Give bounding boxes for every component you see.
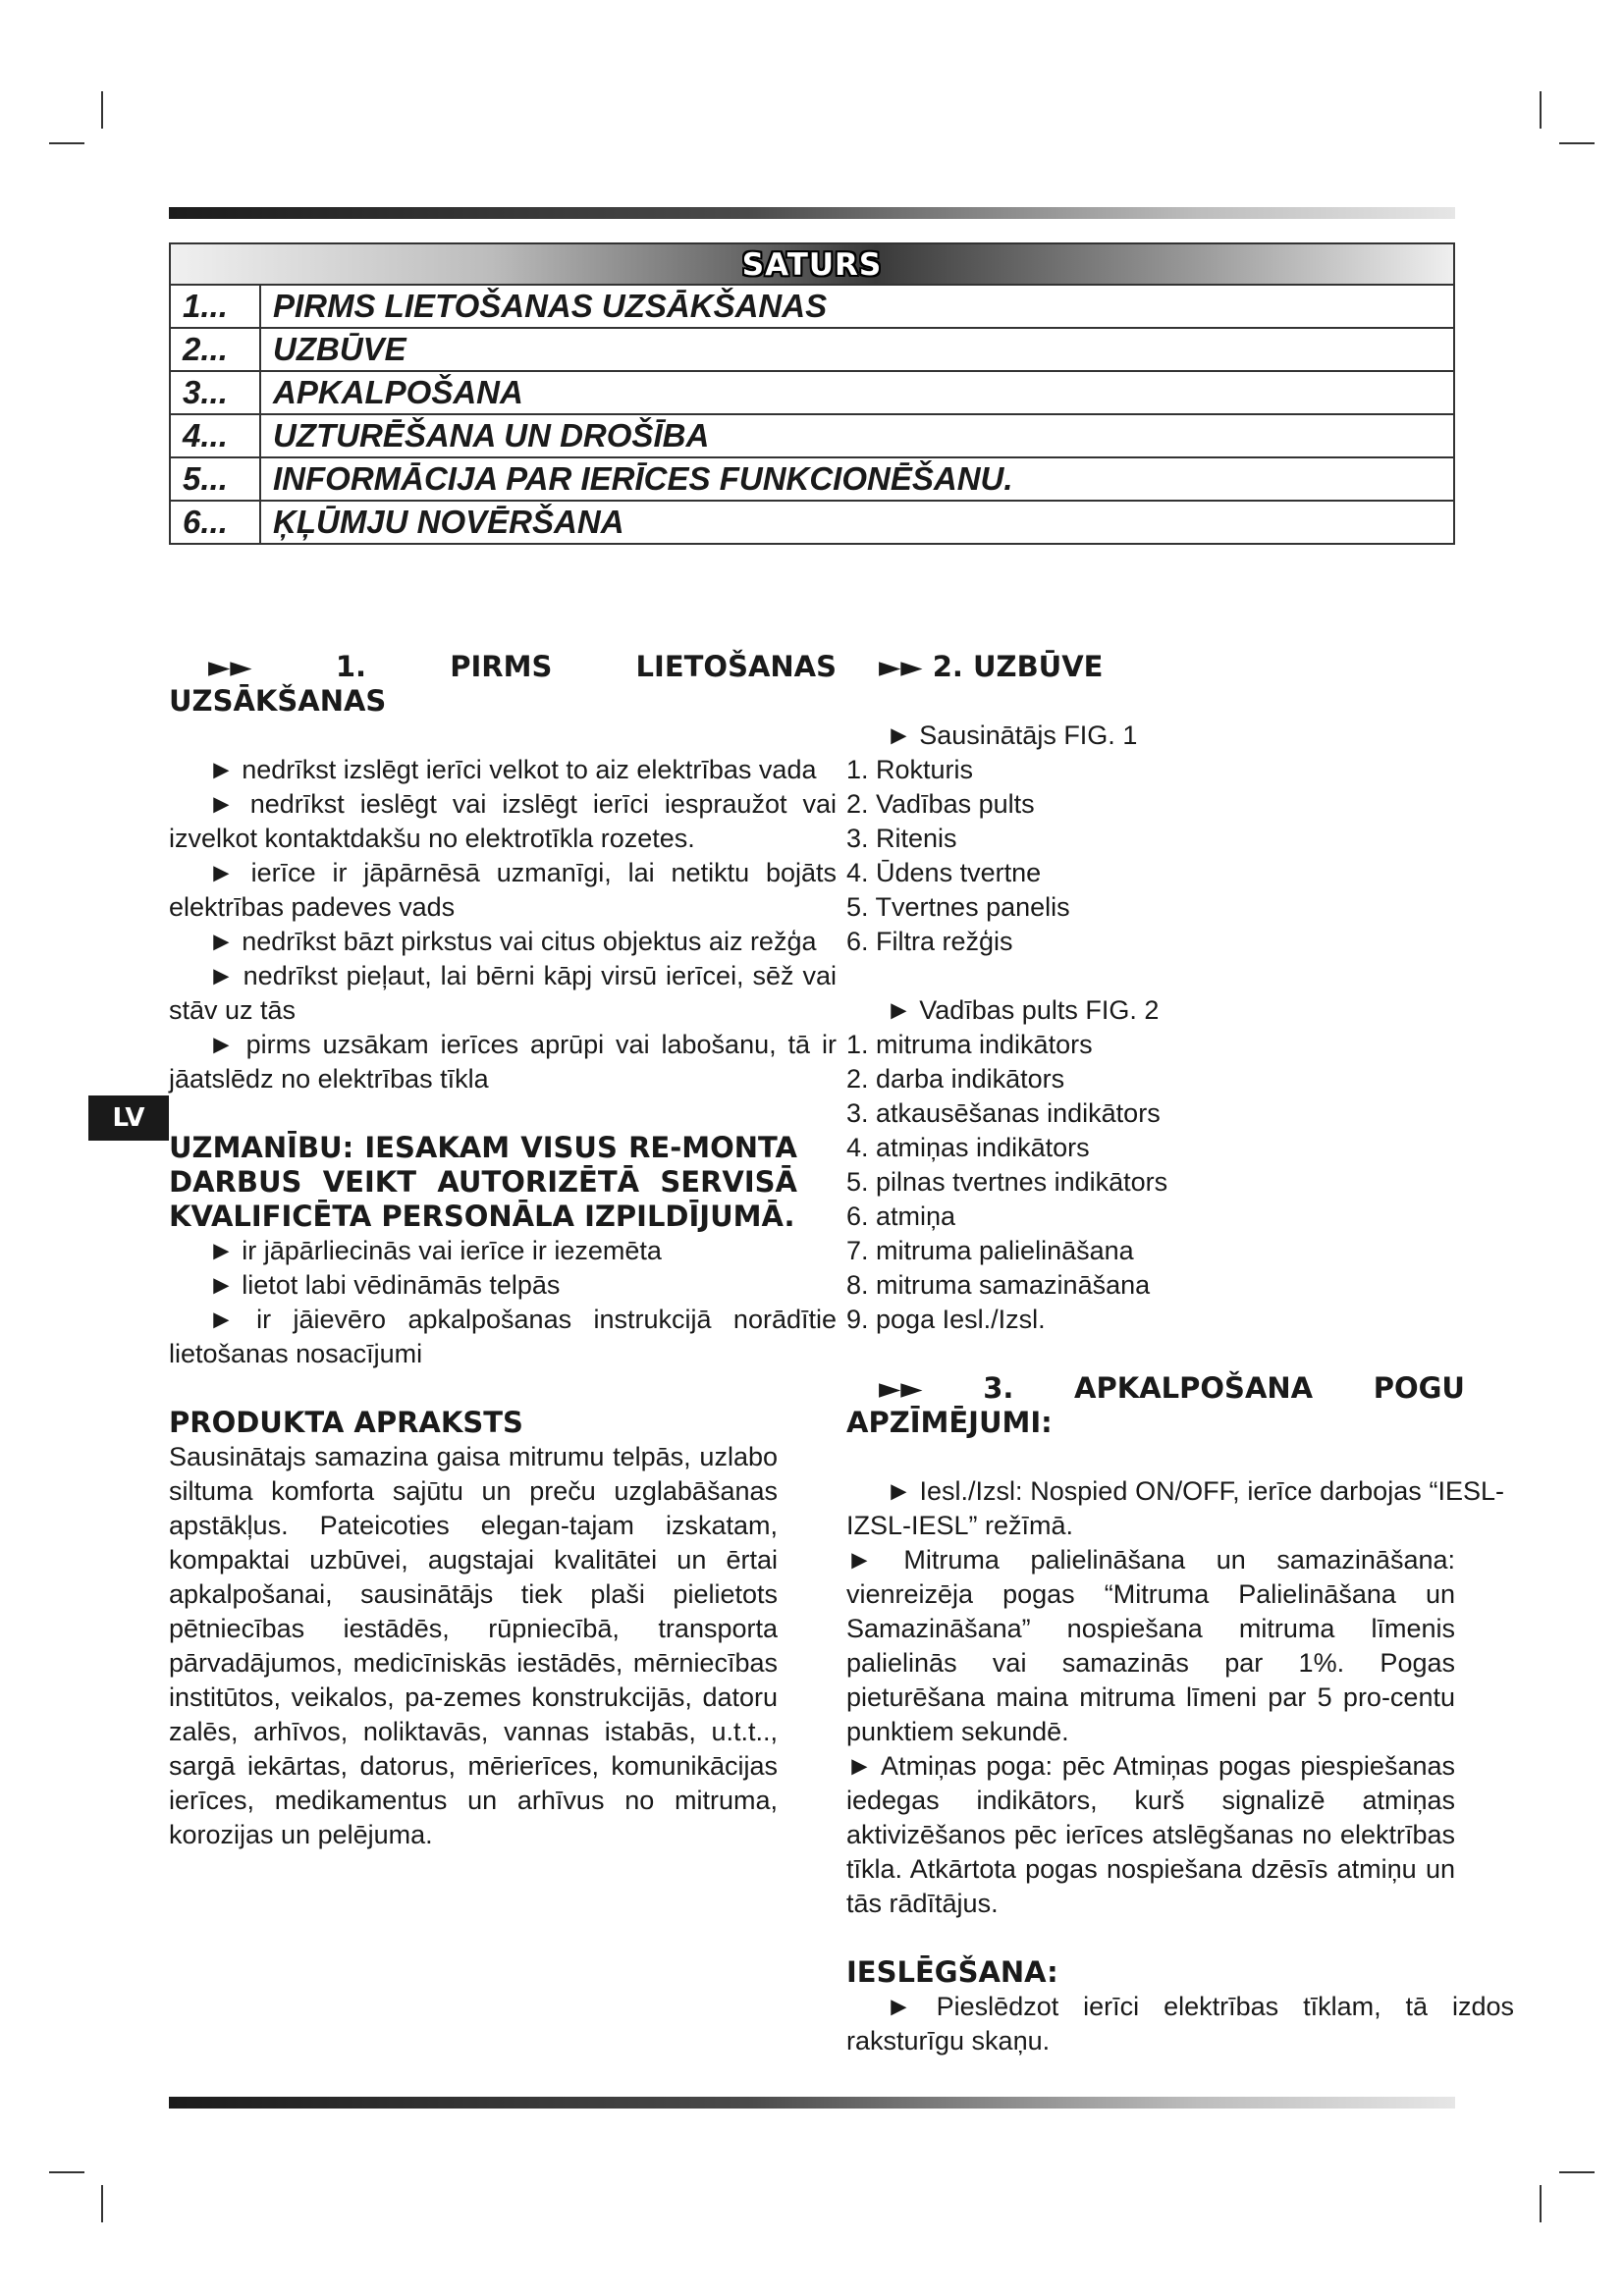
section-heading-3: ►► 3. APKALPOŠANA POGU APZĪMĒJUMI:	[846, 1371, 1465, 1439]
toc-row-label: UZBŪVE	[260, 328, 1454, 371]
toc-row-label: INFORMĀCIJA PAR IERĪCES FUNKCIONĒŠANU.	[260, 457, 1454, 501]
toc-row-number: 4...	[170, 414, 260, 457]
list-item: 2. Vadības pults	[846, 789, 1035, 819]
toc-row	[170, 457, 1454, 501]
paragraph: ► Pieslēdzot ierīci elektrības tīklam, tā izdos raksturīgu skaņu.	[846, 1992, 1514, 2056]
list-item: 3. Ritenis	[846, 824, 957, 853]
crop-mark-top-left-h	[49, 142, 84, 144]
paragraph: ► Atmiņas poga: pēc Atmiņas pogas piespiešanas iedegas indikātors, kurš signalizē atmiņas aktivizēšanos pēc ierīces atslēgšanas no elektrības tīkla. Atkārtota pogas nospiešana dzēsīs atmiņu un tās rādītājus.	[846, 1751, 1455, 1918]
warning-notice: UZMANĪBU: IESAKAM VISUS RE-MONTA DARBUS VEIKT AUTORIZĒTĀ SERVISĀ KVALIFICĒTA PERSONĀLA IZPILDĪJUMĀ.	[169, 1131, 797, 1233]
left-column	[169, 650, 837, 1852]
toc-row-number: 2...	[170, 328, 260, 371]
crop-mark-top-right-h	[1559, 142, 1595, 144]
crop-mark-bottom-right-h	[1559, 2171, 1595, 2173]
section-heading-1: ►► 1. PIRMS LIETOŠANAS UZSĀKŠANAS	[169, 650, 837, 718]
crop-mark-bottom-left-h	[49, 2171, 84, 2173]
section-heading-4: IESLĒGŠANA:	[846, 1955, 1058, 1989]
toc-row-label: UZTURĒŠANA UN DROŠĪBA	[260, 414, 1454, 457]
list-item: 4. atmiņas indikātors	[846, 1133, 1090, 1162]
toc-row-number: 3...	[170, 371, 260, 414]
toc-row	[170, 328, 1454, 371]
bottom-gradient-rule	[169, 2097, 1455, 2109]
list-item: 1. mitruma indikātors	[846, 1030, 1093, 1059]
list-item: 3. atkausēšanas indikātors	[846, 1098, 1161, 1128]
crop-mark-top-right-v	[1540, 91, 1542, 129]
toc-header	[170, 243, 1454, 285]
list-item: 7. mitruma palielināšana	[846, 1236, 1134, 1265]
list-item: 9. poga Iesl./Izsl.	[846, 1305, 1046, 1334]
list-item: 2. darba indikātors	[846, 1064, 1065, 1094]
product-heading: PRODUKTA APRAKSTS	[169, 1406, 523, 1439]
toc-row-label: APKALPOŠANA	[260, 371, 1454, 414]
list-item: 8. mitruma samazināšana	[846, 1270, 1151, 1300]
figure-title: ► Sausinātājs FIG. 1	[886, 721, 1138, 750]
toc-row	[170, 285, 1454, 328]
list-item: 1. Rokturis	[846, 755, 974, 784]
crop-mark-bottom-left-v	[101, 2185, 103, 2222]
product-description: Sausinātajs samazina gaisa mitrumu telpās, uzlabo siltuma komforta sajūtu un preču uzglabāšanas apstākļus. Pateicoties elegan-tajam izskatam, kompaktai uzbūvei, augstajai kvalitātei un ērtai apkalpošanai, sausinātājs tiek plaši pielietots pētniecības iestādēs, rūpniecībā, transporta pārvadājumos, medicīniskās iestādēs, mērniecības institūtos, veikalos, pa-zemes konstrukcijās, datoru zalēs, arhīvos, noliktavās, vannas istabās, u.t.t.., sargā iekārtas, datorus, mērierīces, komunikācijas ierīces, medikamentus un arhīvus no mitruma, korozijas un pelējuma.	[169, 1442, 778, 1849]
crop-mark-bottom-right-v	[1540, 2185, 1542, 2222]
right-column	[846, 650, 1514, 2058]
paragraph: ► Mitruma palielināšana un samazināšana: vienreizēja pogas “Mitruma Palielināšana un Samazināšana” nospiešana mitruma līmenis palielinās vai samazinās par 1%. Pogas pieturēšana maina mitruma līmeni par 5 pro-centu punktiem sekundē.	[846, 1545, 1455, 1746]
list-item: ► nedrīkst ieslēgt vai izslēgt ierīci iespraužot vai izvelkot kontaktdakšu no elektrotīkla rozetes.	[169, 789, 837, 853]
toc-title: SATURS	[741, 247, 883, 283]
paragraph: ► Iesl./Izsl: Nospied ON/OFF, ierīce darbojas “IESL-IZSL-IESL” režīmā.	[846, 1476, 1504, 1540]
list-item: ► nedrīkst izslēgt ierīci velkot to aiz elektrības vada	[208, 755, 817, 784]
toc-row	[170, 414, 1454, 457]
crop-mark-top-left-v	[101, 91, 103, 129]
toc-row-number: 1...	[170, 285, 260, 328]
list-item: 6. Filtra režģis	[846, 927, 1013, 956]
list-item: ► ierīce ir jāpārnēsā uzmanīgi, lai netiktu bojāts elektrības padeves vads	[169, 858, 837, 922]
toc-row-label: PIRMS LIETOŠANAS UZSĀKŠANAS	[260, 285, 1454, 328]
list-item: ► nedrīkst pieļaut, lai bērni kāpj virsū ierīcei, sēž vai stāv uz tās	[169, 961, 837, 1025]
section-heading-2: ►► 2. UZBŪVE	[879, 650, 1104, 683]
list-item: 4. Ūdens tvertne	[846, 858, 1042, 887]
toc-row	[170, 501, 1454, 544]
list-item: ► pirms uzsākam ierīces aprūpi vai labošanu, tā ir jāatslēdz no elektrības tīkla	[169, 1030, 837, 1094]
toc-row-label: ĶĻŪMJU NOVĒRŠANA	[260, 501, 1454, 544]
list-item: 6. atmiņa	[846, 1201, 956, 1231]
table-of-contents	[169, 242, 1455, 545]
language-tab: LV	[88, 1095, 169, 1141]
toc-row-number: 5...	[170, 457, 260, 501]
list-item: ► ir jāpārliecinās vai ierīce ir iezemēta	[208, 1236, 662, 1265]
list-item: ► ir jāievēro apkalpošanas instrukcijā norādītie lietošanas nosacījumi	[169, 1305, 837, 1368]
list-item: ► nedrīkst bāzt pirkstus vai citus objektus aiz režģa	[208, 927, 817, 956]
top-gradient-rule	[169, 207, 1455, 219]
list-item: ► lietot labi vēdināmās telpās	[208, 1270, 561, 1300]
list-item: 5. Tvertnes panelis	[846, 892, 1070, 922]
toc-row	[170, 371, 1454, 414]
figure-title: ► Vadības pults FIG. 2	[886, 995, 1160, 1025]
list-item: 5. pilnas tvertnes indikātors	[846, 1167, 1168, 1197]
toc-row-number: 6...	[170, 501, 260, 544]
